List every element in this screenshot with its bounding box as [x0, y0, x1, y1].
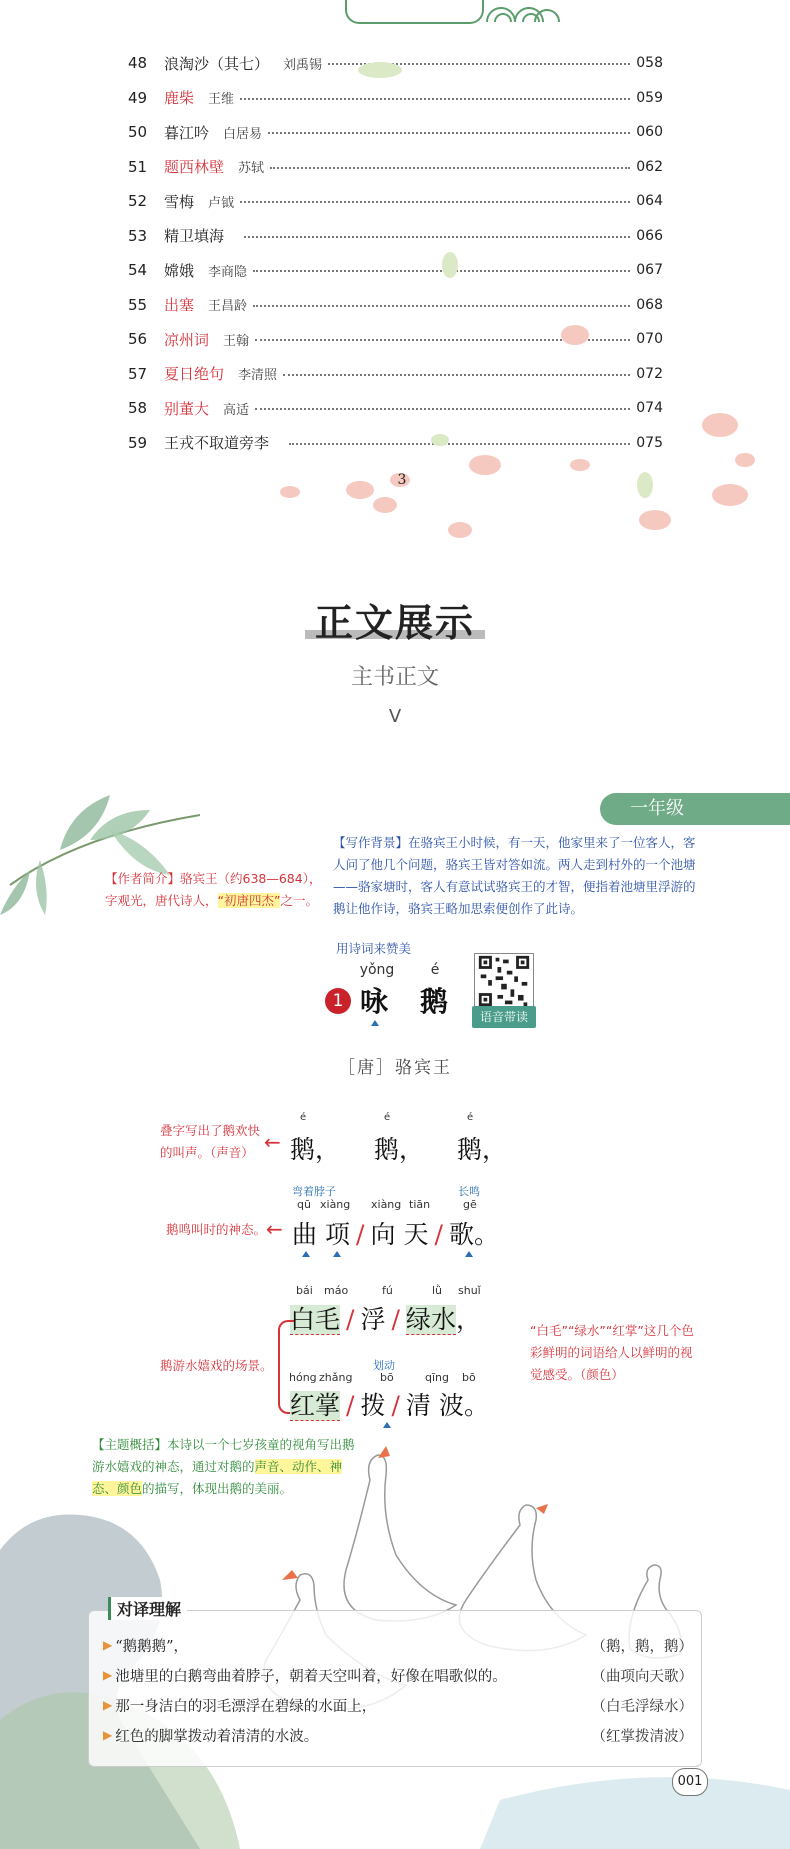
toc-title[interactable]: 浪淘沙（其七）: [164, 54, 270, 73]
toc-number: 59: [128, 433, 148, 452]
toc-page-number: 068: [636, 296, 663, 313]
author-note: 【作者简介】骆宾王（约638—684），字观光，唐代诗人，“初唐四杰”之一。: [105, 871, 322, 908]
pinyin: qīng: [425, 1371, 449, 1384]
toc-number: 51: [128, 157, 148, 176]
gloss-note: 长鸣: [458, 1185, 480, 1198]
poem-number-badge: 1: [325, 988, 351, 1014]
toc-author: 刘禹锡: [283, 57, 323, 73]
line1-note: 叠字写出了鹅欢快的叫声。（声音）: [160, 1123, 261, 1160]
toc-leader-dots: [268, 132, 630, 134]
toc-author: 白居易: [223, 126, 263, 142]
title-pinyin: yǒng: [359, 962, 395, 978]
grade-tab: 一年级: [600, 793, 790, 825]
title-pinyin: é: [430, 962, 440, 978]
writing-background-note: 【写作背景】在骆宾王小时候，有一天，他家里来了一位客人，客人问了他几个问题，骆宾王皆对答如流。两人走到村外的一个池塘——骆家塘时，客人有意试试骆宾王的才智，便指着池塘里浮游的鹅让他作诗，骆宾王略加思索便创作了此诗。: [333, 835, 696, 916]
toc-page-number: 060: [636, 124, 663, 141]
toc-page-number: 074: [636, 400, 663, 417]
toc-page-number: 070: [636, 331, 663, 348]
toc-number: 53: [128, 226, 148, 245]
poem-char: 鹅，: [457, 1135, 508, 1164]
line2-note: 鹅鸣叫时的神态。: [166, 1222, 267, 1237]
translation-row: ▶ 那一身洁白的羽毛漂浮在碧绿的水面上， （白毛浮绿水）: [103, 1698, 693, 1715]
toc-author: 李清照: [238, 368, 278, 384]
poem-title-char: 鹅: [420, 985, 449, 1018]
toc-number: 50: [128, 123, 148, 142]
toc-author: 卢钺: [208, 195, 235, 211]
poem-char: 鹅，: [290, 1135, 341, 1164]
left-arrow-icon: ←: [264, 1130, 281, 1154]
toc-title[interactable]: 凉州词: [164, 330, 210, 349]
toc-author: 苏轼: [238, 161, 265, 177]
audio-reading-label[interactable]: 语音带读: [472, 1006, 536, 1028]
section-marker: V: [388, 706, 402, 727]
left-arrow-icon: ←: [266, 1217, 283, 1241]
gloss-note: 划动: [373, 1359, 395, 1372]
toc-author: 王维: [208, 92, 235, 108]
toc-title[interactable]: 出塞: [164, 296, 195, 315]
poem-line-2: 曲 项 / 向 天 / 歌。: [292, 1220, 499, 1249]
toc-page-number: 059: [636, 89, 663, 106]
toc-page-number: 066: [636, 227, 663, 244]
section-subtitle: 主书正文: [350, 665, 439, 690]
bullet-triangle-icon: ▶: [103, 1638, 113, 1652]
toc-title[interactable]: 暮江吟: [164, 123, 210, 142]
toc-number: 56: [128, 330, 148, 349]
toc-title[interactable]: 夏日绝句: [164, 365, 225, 384]
toc-leader-dots: [240, 98, 630, 100]
translation-row: ▶ 红色的脚掌拨动着清清的水波。 （红掌拨清波）: [103, 1728, 693, 1745]
stress-marker-icon: [465, 1251, 473, 1257]
toc-header-tab: [345, 0, 484, 24]
toc-page-number: 058: [636, 55, 663, 72]
bullet-triangle-icon: ▶: [103, 1728, 113, 1742]
flower-decoration-icon: [555, 320, 595, 350]
pinyin: tiān: [409, 1198, 431, 1211]
pinyin: qū: [297, 1198, 311, 1211]
toc-row[interactable]: [128, 219, 663, 254]
section-title: 正文展示: [314, 601, 475, 645]
poem-line-3: 白毛 / 浮 / 绿水，: [290, 1305, 481, 1334]
tone-mark: é: [384, 1112, 391, 1123]
toc-row[interactable]: [128, 184, 663, 219]
toc-page-number: 072: [636, 365, 663, 382]
toc-leader-dots: [244, 236, 630, 238]
page-number: 3: [397, 472, 407, 488]
poet-name: ［唐］骆宾王: [338, 1058, 452, 1078]
toc-title[interactable]: 王戎不取道旁李: [164, 434, 270, 453]
toc-page-number: 064: [636, 193, 663, 210]
translation-box: [88, 1610, 702, 1767]
poem-title-char: 咏: [360, 985, 389, 1018]
toc-leader-dots: [253, 305, 630, 307]
tone-mark: é: [467, 1112, 474, 1123]
pinyin: lǜ: [432, 1284, 443, 1297]
toc-number: 58: [128, 399, 148, 418]
flower-petals-decoration: [260, 380, 780, 550]
stress-marker-icon: [371, 1020, 379, 1026]
stress-marker-icon: [302, 1251, 310, 1257]
toc-title[interactable]: 雪梅: [164, 192, 195, 211]
toc-row[interactable]: [128, 253, 663, 288]
pinyin: hóng: [289, 1371, 317, 1384]
toc-page-number: 075: [636, 434, 663, 451]
leaf-decoration-icon: [430, 250, 470, 280]
color-note: “白毛”“绿水”“红掌”这几个色彩鲜明的词语给人以鲜明的视觉感受。（颜色）: [530, 1323, 694, 1382]
wave-decoration-icon: [485, 0, 560, 22]
bullet-triangle-icon: ▶: [103, 1668, 113, 1682]
toc-page-number: 062: [636, 158, 663, 175]
toc-author: 王昌龄: [208, 299, 248, 315]
toc-author: 李商隐: [208, 264, 248, 280]
toc-number: 52: [128, 192, 148, 211]
toc-title[interactable]: 嫦娥: [164, 261, 195, 280]
poem-char: 鹅，: [374, 1135, 425, 1164]
toc-leader-dots: [283, 374, 630, 376]
toc-number: 55: [128, 295, 148, 314]
toc-row[interactable]: [128, 81, 663, 116]
pinyin: xiàng: [320, 1198, 351, 1211]
toc-row[interactable]: [128, 115, 663, 150]
pinyin: bō: [380, 1371, 394, 1384]
pinyin: shuǐ: [458, 1284, 481, 1297]
pinyin: gē: [463, 1198, 477, 1211]
toc-title[interactable]: 鹿柴: [164, 89, 195, 108]
toc-number: 49: [128, 88, 148, 107]
pinyin: fú: [382, 1284, 393, 1297]
toc-title[interactable]: 题西林壁: [164, 158, 225, 177]
toc-row[interactable]: [128, 288, 663, 323]
translation-title: 对译理解: [108, 1597, 187, 1620]
toc-number: 57: [128, 364, 148, 383]
toc-author: 高适: [223, 402, 250, 418]
toc-page-number: 067: [636, 262, 663, 279]
toc-author: 王翰: [223, 333, 250, 349]
poem-line-4: 红掌 / 拨 / 清 波。: [290, 1391, 489, 1420]
stress-marker-icon: [333, 1251, 341, 1257]
qr-code-icon[interactable]: [474, 953, 534, 1009]
gloss-note: 弯着脖子: [292, 1185, 336, 1198]
pinyin: zhǎng: [319, 1371, 353, 1384]
pinyin: bō: [462, 1371, 476, 1384]
pinyin: máo: [324, 1284, 349, 1297]
translation-row: ▶ 池塘里的白鹅弯曲着脖子，朝着天空叫着，好像在唱歌似的。 （曲项向天歌）: [103, 1668, 693, 1685]
bullet-triangle-icon: ▶: [103, 1698, 113, 1712]
toc-row[interactable]: [128, 150, 663, 185]
page-footer-number: 001: [672, 1768, 708, 1796]
praise-note: 用诗词来赞美: [336, 941, 412, 956]
toc-leader-dots: [240, 201, 630, 203]
toc-number: 54: [128, 261, 148, 280]
translation-row: ▶ “鹅鹅鹅”， （鹅，鹅，鹅）: [103, 1638, 693, 1655]
pinyin: xiàng: [371, 1198, 402, 1211]
leaf-decoration-icon: [350, 55, 410, 85]
brace-note: 鹅游水嬉戏的场景。: [160, 1358, 273, 1373]
pinyin: bái: [296, 1284, 313, 1297]
toc-title[interactable]: 精卫填海: [164, 227, 225, 246]
tone-mark: é: [300, 1112, 307, 1123]
toc-title[interactable]: 别董大: [164, 399, 210, 418]
toc-number: 48: [128, 54, 148, 73]
theme-summary-note: 【主题概括】本诗以一个七岁孩童的视角写出鹅游水嬉戏的神态，通过对鹅的声音、动作、神态、颜色的描写，体现出鹅的美丽。: [92, 1437, 355, 1496]
toc-leader-dots: [270, 167, 630, 169]
